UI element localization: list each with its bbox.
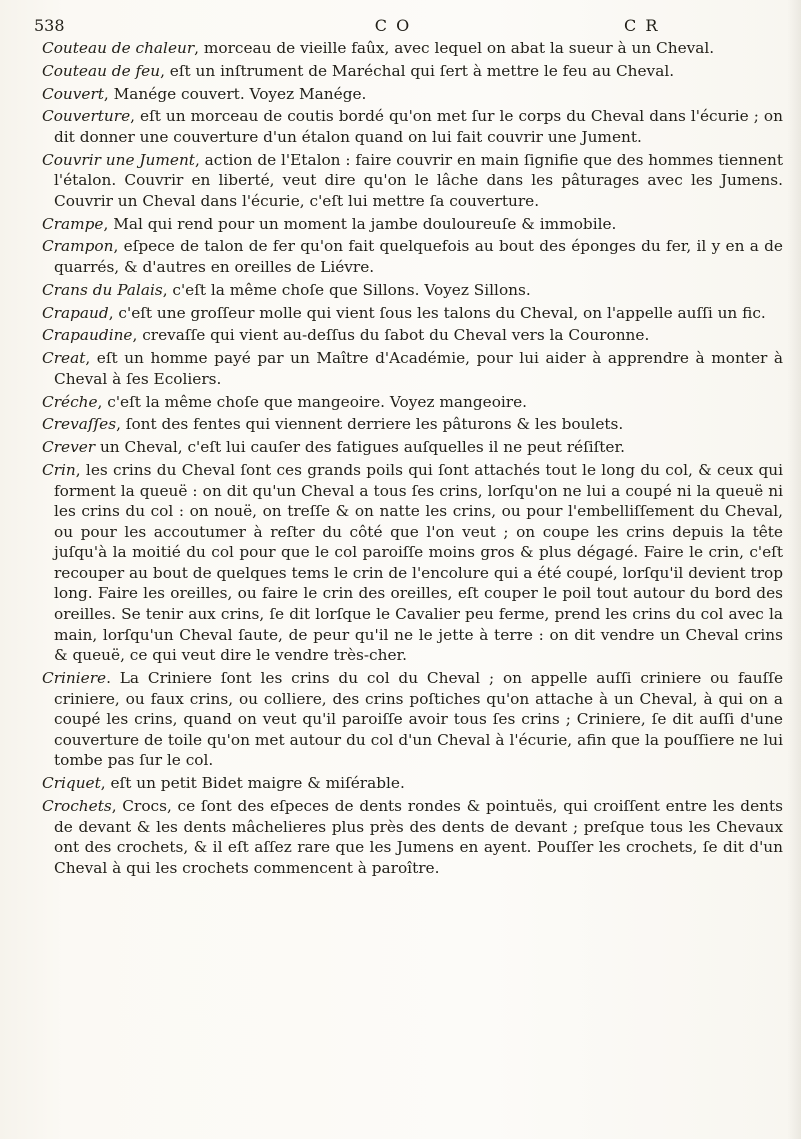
- dictionary-entry: [40, 414, 783, 435]
- dictionary-entry: [40, 773, 783, 794]
- entry-definition: , eſt un petit Bidet maigre & miſérable.: [100, 774, 405, 793]
- dictionary-entry: [40, 348, 783, 389]
- entry-headword: Crin: [42, 460, 76, 479]
- page-number: 538: [34, 16, 65, 35]
- dictionary-entry: [40, 84, 783, 105]
- entry-headword: Crapaudine: [42, 326, 133, 345]
- dictionary-entry: [40, 796, 783, 878]
- entry-definition: , les crins du Cheval ſont ces grands poils qui ſont attachés tout le long du col, & ceux qui forment la queuë : on dit qu'un Cheval a tous ſes crins, lorſqu'on ne lui a coupé ni la queuë ni les crins du col : on nouë, on treſſe & on natte les crins, ou pour l'embelliſſement du Cheval, ou pour les accoutumer à reſter du côté que l'on veut ; on coupe les crins depuis la tête juſqu'à la moitié du col pour que le col paroiſſe moins gros & plus dégagé. Faire le crin, c'eſt recouper au bout de quelques tems le crin de l'encolure qui a été coupé, lorſqu'il devient trop long. Faire les oreilles, ou faire le crin des oreilles, eſt couper le poil tout autour du bord des oreilles. Se tenir aux crins, ſe dit lorſque le Cavalier peu ferme, prend les crins du col avec la main, lorſqu'un Cheval ſaute, de peur qu'il ne le jette à terre : on dit vendre un Cheval crins & queuë, ce qui veut dire le vendre très-cher.: [54, 460, 783, 665]
- dictionary-entry: [40, 460, 783, 666]
- entry-headword: Créche: [42, 392, 98, 411]
- dictionary-entry: [40, 214, 783, 235]
- entry-headword: Couverture: [42, 107, 131, 126]
- entry-headword: Crans du Palais: [42, 280, 163, 299]
- entry-list: [40, 38, 783, 878]
- dictionary-entry: [40, 236, 783, 277]
- entry-definition: , c'eſt une groſſeur molle qui vient ſous les talons du Cheval, on l'appelle auſſi un fic.: [108, 303, 766, 322]
- page-gutter-shadow: [787, 0, 801, 1139]
- entry-definition: , Mal qui rend pour un moment la jambe douloureuſe & immobile.: [103, 214, 617, 233]
- entry-headword: Couvert: [42, 84, 104, 103]
- entry-headword: Criniere: [42, 669, 107, 688]
- entry-definition: , morceau de vieille faûx, avec lequel on abat la sueur à un Cheval.: [194, 39, 715, 57]
- entry-definition: , action de l'Etalon : faire couvrir en main ſignifie que des hommes tiennent l'étalon. Couvrir en liberté, veut dire qu'on le lâche dans les pâturages avec les Jumens. Couvrir un Cheval dans l'écurie, c'eſt lui mettre ſa couverture.: [54, 150, 783, 210]
- dictionary-entry: [40, 61, 783, 82]
- dictionary-entry: [40, 668, 783, 771]
- entry-definition: , eſpece de talon de fer qu'on fait quelquefois au bout des éponges du fer, il y en a de quarrés, & d'autres en oreilles de Liévre.: [54, 237, 783, 277]
- entry-headword: Crever: [42, 438, 96, 457]
- entry-definition: un Cheval, c'eſt lui cauſer des fatigues auſquelles il ne peut réſiſter.: [95, 438, 625, 457]
- entry-headword: Couteau de feu: [42, 61, 161, 80]
- entry-definition: , eſt un homme payé par un Maître d'Académie, pour lui aider à apprendre à monter à Cheval à ſes Ecoliers.: [54, 349, 783, 388]
- dictionary-entry: [40, 437, 783, 458]
- dictionary-entry: [40, 106, 783, 147]
- entry-headword: Crapaud: [42, 303, 109, 322]
- dictionary-entry: [40, 303, 783, 324]
- dictionary-entry: [40, 325, 783, 346]
- dictionary-entry: [40, 392, 783, 413]
- entry-headword: Couteau de chaleur: [42, 39, 195, 57]
- entry-headword: Crevaſſes: [42, 415, 117, 434]
- entry-headword: Crampe: [42, 214, 104, 233]
- entry-definition: , Crocs, ce ſont des eſpeces de dents rondes & pointuës, qui croiſſent entre les dents de devant & les dents mâchelieres plus près des dents de devant ; preſque tous les Chevaux ont des crochets, & il eſt aſſez rare que les Jumens en ayent. Pouſſer les crochets, ſe dit d'un Cheval à qui les crochets commencent à paroître.: [54, 796, 783, 877]
- running-title-right: C R: [624, 16, 660, 35]
- entry-definition: , Manége couvert. Voyez Manége.: [103, 84, 367, 103]
- entry-definition: . La Criniere ſont les crins du col du Cheval ; on appelle auſſi criniere ou fauſſe criniere, ou faux crins, ou colliere, des crins poſtiches qu'on attache à un Cheval, à qui on a coupé les crins, quand on veut qu'il paroiſſe avoir tous ſes crins ; Criniere, ſe dit auſſi d'une couverture de toile qu'on met autour du col d'un Cheval à l'écurie, afin que la pouſſiere ne lui tombe pas ſur le col.: [54, 669, 783, 770]
- dictionary-entry: [40, 38, 783, 59]
- entry-headword: Couvrir une Jument: [42, 150, 195, 169]
- entry-definition: , eſt un morceau de coutis bordé qu'on met ſur le corps du Cheval dans l'écurie ; on dit donner une couverture d'un étalon quand on lui fait couvrir une Jument.: [54, 107, 783, 146]
- entry-headword: Creat: [42, 349, 86, 368]
- entry-headword: Crochets: [42, 796, 112, 815]
- entry-definition: , c'eſt la même choſe que mangeoire. Voyez mangeoire.: [97, 392, 528, 411]
- dictionary-entry: [40, 150, 783, 212]
- running-header: [34, 16, 783, 38]
- dictionary-entry: [40, 280, 783, 301]
- entry-definition: , c'eſt la même choſe que Sillons. Voyez Sillons.: [162, 280, 531, 299]
- entry-definition: , eſt un inſtrument de Maréchal qui ſert à mettre le feu au Cheval.: [160, 61, 675, 80]
- entry-definition: , crevaſſe qui vient au-deſſus du ſabot du Cheval vers la Couronne.: [132, 326, 650, 345]
- entry-headword: Crampon: [42, 237, 114, 256]
- running-title: C O: [374, 16, 412, 35]
- entry-definition: , ſont des fentes qui viennent derriere les pâturons & les boulets.: [116, 415, 624, 434]
- entry-headword: Criquet: [42, 774, 101, 793]
